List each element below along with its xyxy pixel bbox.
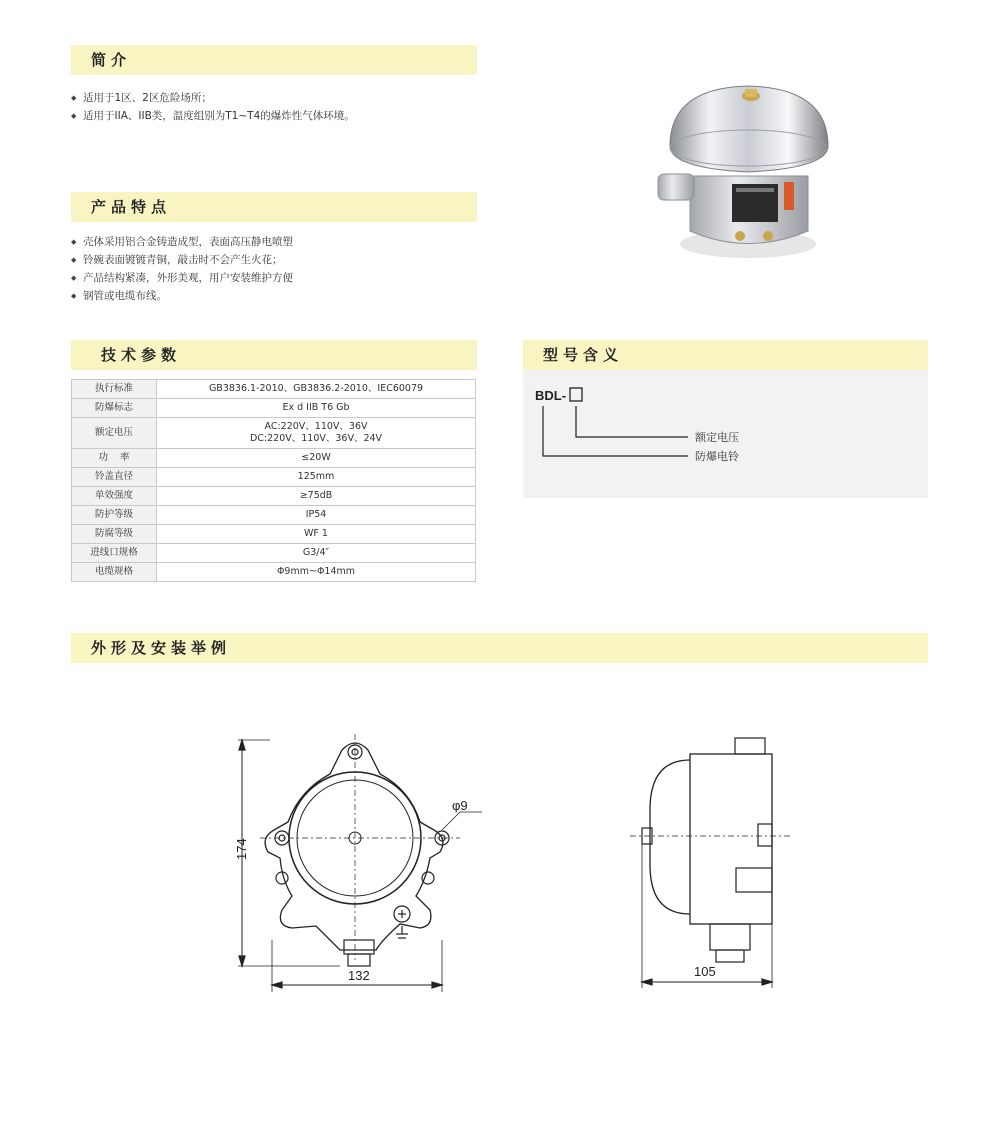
table-row: 防护等级 IP54 — [72, 506, 476, 525]
model-box-char: □ — [523, 370, 524, 371]
model-panel — [523, 370, 928, 498]
drawing-header — [71, 633, 928, 663]
table-row: 单效强度 ≥75dB — [72, 487, 476, 506]
table-row: 防爆标志 Ex d IIB T6 Gb — [72, 399, 476, 418]
model-line-voltage — [576, 406, 688, 437]
dimension-drawing — [230, 730, 790, 1000]
model-title: 型号含义 — [543, 346, 624, 364]
dim-hole: φ9 — [452, 798, 468, 813]
model-diagram — [523, 370, 928, 498]
side-view — [630, 738, 790, 988]
features-title: 产品特点 — [91, 198, 172, 216]
intro-header — [71, 45, 477, 75]
table-row: 进线口规格 G3/4″ — [72, 544, 476, 563]
list-item: ◆ 适用于1区、2区危险场所； — [71, 89, 471, 107]
list-item: ◆ 铃碗表面镀镀青铜，敲击时不会产生火花； — [71, 251, 471, 269]
model-box-placeholder — [570, 388, 582, 401]
model-line-bell — [543, 406, 688, 456]
label-bell: 防爆电铃 — [695, 450, 739, 463]
table-row: 电缆规格 Φ9mm~Φ14mm — [72, 563, 476, 582]
table-row: 执行标准 GB3836.1-2010、GB3836.2-2010、IEC60079 — [72, 380, 476, 399]
front-view — [234, 734, 482, 992]
features-list — [71, 233, 471, 305]
voltage-ac: AC:220V、110V、36V — [264, 421, 368, 432]
dim-height: 174 — [234, 838, 249, 860]
intro-list — [71, 89, 471, 125]
list-item: ◆ 适用于IIA、IIB类，温度组别为T1~T4的爆炸性气体环境。 — [71, 107, 471, 125]
dim-width: 132 — [348, 968, 370, 983]
table-row: 额定电压 AC:220V、110V、36V DC:220V、110V、36V、24V — [72, 418, 476, 449]
table-row: 功 率 ≤20W — [72, 449, 476, 468]
intro-title: 简介 — [91, 51, 132, 69]
bell-product-photo — [648, 56, 850, 274]
list-item: ◆ 钢管或电缆布线。 — [71, 287, 471, 305]
label-voltage: 额定电压 — [695, 431, 739, 444]
list-item: ◆ 产品结构紧凑，外形美观，用户安装维护方便 — [71, 269, 471, 287]
tech-header — [71, 340, 477, 370]
voltage-dc: DC:220V、110V、36V、24V — [249, 433, 383, 444]
list-item: ◆ 壳体采用铝合金铸造成型，表面高压静电喷塑 — [71, 233, 471, 251]
table-row: 防腐等级 WF 1 — [72, 525, 476, 544]
table-row: 铃盖直径 125mm — [72, 468, 476, 487]
tech-title: 技术参数 — [101, 346, 182, 364]
drawing-title: 外形及安装举例 — [91, 639, 232, 657]
features-header — [71, 192, 477, 222]
model-header — [523, 340, 928, 370]
spec-table — [71, 379, 476, 582]
model-code: BDL- — [535, 388, 567, 403]
dim-depth: 105 — [694, 964, 716, 979]
